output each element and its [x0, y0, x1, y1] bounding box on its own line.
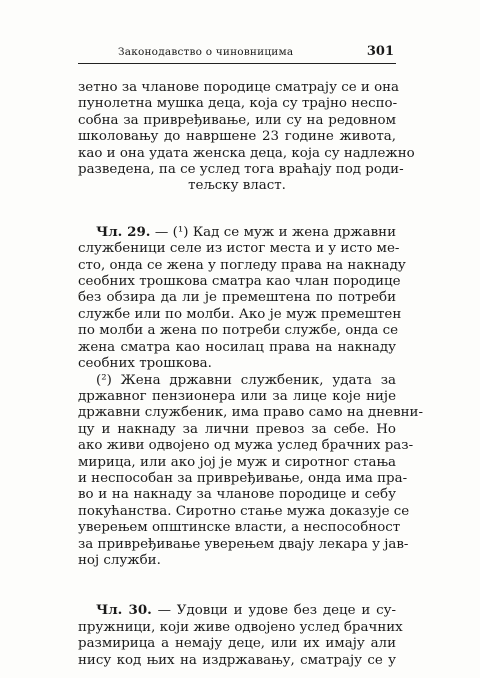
text-line: сеобних трошкова сматра као члан породице: [78, 274, 401, 290]
text-line: (²) Жена државни службеник, удата за: [96, 372, 396, 388]
text-line: ако живи одвојено од мужа услед брачних раз-: [78, 438, 414, 454]
text-line: службеници селе из истог места и у исто ме-: [78, 241, 400, 257]
text-segment: — Удовци и удове без деце и су-: [151, 603, 396, 619]
running-head: Законодавство о чиновницима: [118, 46, 294, 58]
text-line: собна за привређивање, или су на редовном: [78, 112, 396, 128]
text-line: размирица а немају деце, или их имају али: [78, 636, 396, 652]
text-line: службе или по молби. Ако је муж премештен: [78, 306, 402, 322]
article-30: [78, 602, 403, 669]
text-line: ној служби.: [78, 552, 161, 568]
continuation-paragraph: [78, 80, 415, 195]
text-line: мирица, или ако јој је муж и сиротног стања: [78, 454, 396, 470]
text-line: сто, онда се жена у погледу права на накнаду: [78, 257, 406, 273]
text-line: као и она удата женска деца, која су надлежно: [78, 145, 415, 161]
text-line: цу и накнаду за лични превоз за себе. Но: [78, 421, 396, 437]
text-line: [78, 224, 396, 241]
text-line: државни службеник, има право само на дневни-: [78, 405, 423, 421]
text-line: школовању до навршене 23 године живота,: [78, 129, 396, 145]
article-29: [78, 223, 423, 570]
text-line: уверењем општинске власти, а неспособност: [78, 520, 401, 536]
text-line: и неспособан за привређивање, онда има пра-: [78, 470, 408, 486]
text-line: пружници, који живе одвојено услед брачних: [78, 619, 403, 635]
text-line: тељску власт.: [188, 178, 286, 194]
text-line: жена сматра као носилац права на накнаду: [78, 339, 396, 355]
text-line: по молби а жена по потреби службе, онда се: [78, 323, 399, 339]
text-line: пунолетна мушка деца, која су трајно неспо-: [78, 96, 398, 112]
text-line: зетно за чланове породице сматрају се и она: [78, 80, 400, 95]
article-label: Чл. 29.: [96, 223, 151, 240]
text-line: разведена, па се услед тога враћају под роди-: [78, 162, 404, 178]
text-line: државног пензионера или за лице које није: [78, 388, 396, 404]
text-line: [78, 602, 396, 619]
page-number: 301: [366, 44, 394, 59]
text-line: покућанства. Сиротно стање мужа доказује се: [78, 503, 410, 519]
page-header: [78, 43, 396, 64]
text-line: за привређивање уверењем двају лекара у јав-: [78, 536, 409, 552]
text-line: нису код њих на издржавању, сматрају се у: [78, 652, 396, 668]
page-body: [78, 80, 423, 669]
text-segment: — (¹) Кад се муж и жена државни: [150, 224, 396, 240]
article-label: Чл. 30.: [96, 602, 152, 619]
text-line: во и на накнаду за чланове породице и себу: [78, 487, 396, 503]
text-line: сеобних трошкова.: [78, 356, 212, 372]
text-line: без обзира да ли је премештена по потреби: [78, 290, 396, 306]
